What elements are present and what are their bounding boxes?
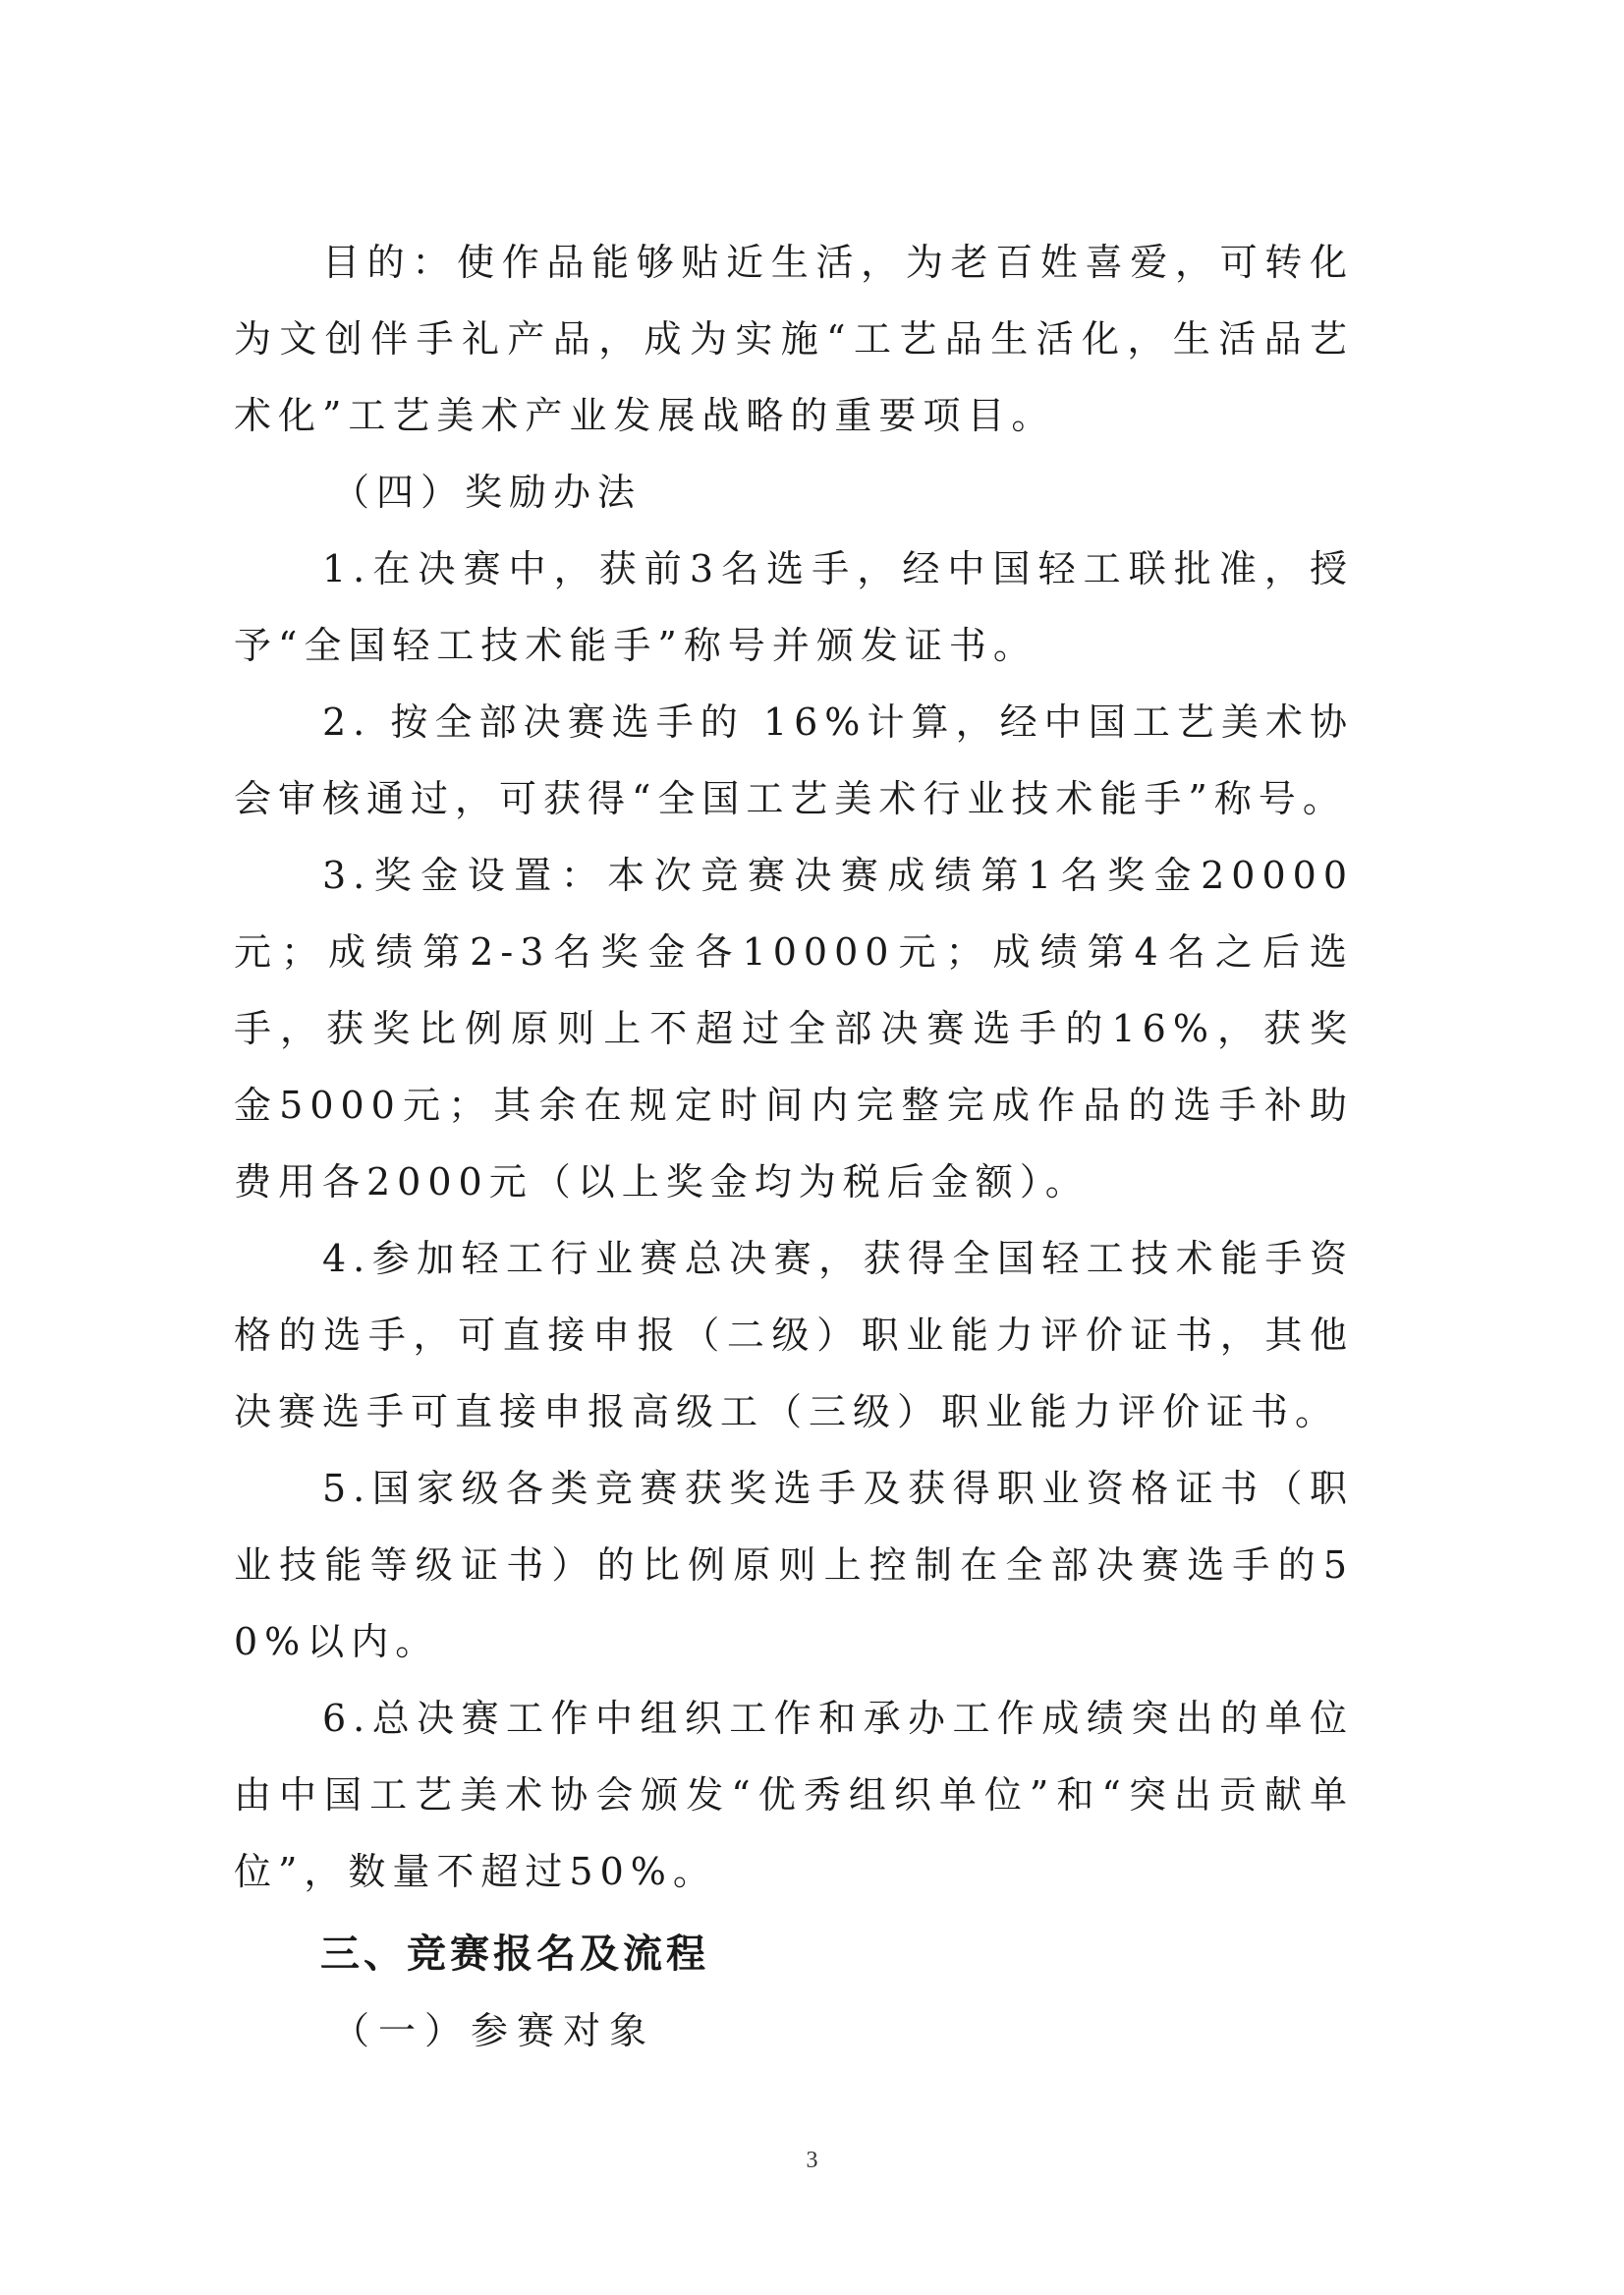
page-number: 3 — [806, 2148, 818, 2173]
document-body — [234, 224, 1354, 2069]
paragraph-award-4: 4.参加轻工行业赛总决赛，获得全国轻工技术能手资格的选手，可直接申报（二级）职业能力评价证书，其他决赛选手可直接申报高级工（三级）职业能力评价证书。 — [234, 1237, 1354, 1433]
paragraph-award-6: 6.总决赛工作中组织工作和承办工作成绩突出的单位由中国工艺美术协会颁发“优秀组织单位”和“突出贡献单位”，数量不超过50%。 — [234, 1697, 1354, 1893]
subheading-award-methods: （四）奖励办法 — [332, 471, 643, 514]
subheading-participants: （一）参赛对象 — [332, 2009, 656, 2052]
paragraph-award-3: 3.奖金设置：本次竞赛决赛成绩第1名奖金20000元；成绩第2-3名奖金各10000元；成绩第4名之后选手，获奖比例原则上不超过全部决赛选手的16%，获奖金5000元；其余在规定时间内完整完成作品的选手补助费用各2000元（以上奖金均为税后金额）。 — [234, 854, 1354, 1203]
paragraph-award-1: 1.在决赛中，获前3名选手，经中国轻工联批准，授予“全国轻工技术能手”称号并颁发证书。 — [234, 547, 1354, 667]
paragraph-award-5: 5.国家级各类竞赛获奖选手及获得职业资格证书（职业技能等级证书）的比例原则上控制在全部决赛选手的50%以内。 — [234, 1467, 1354, 1663]
paragraph-award-2: 2. 按全部决赛选手的 16%计算，经中国工艺美术协会审核通过，可获得“全国工艺美术行业技术能手”称号。 — [234, 700, 1354, 820]
paragraph-purpose: 目的：使作品能够贴近生活，为老百姓喜爱，可转化为文创伴手礼产品，成为实施“工艺品生活化，生活品艺术化”工艺美术产业发展战略的重要项目。 — [234, 241, 1354, 437]
section-heading-registration: 三、竞赛报名及流程 — [320, 1931, 709, 1977]
